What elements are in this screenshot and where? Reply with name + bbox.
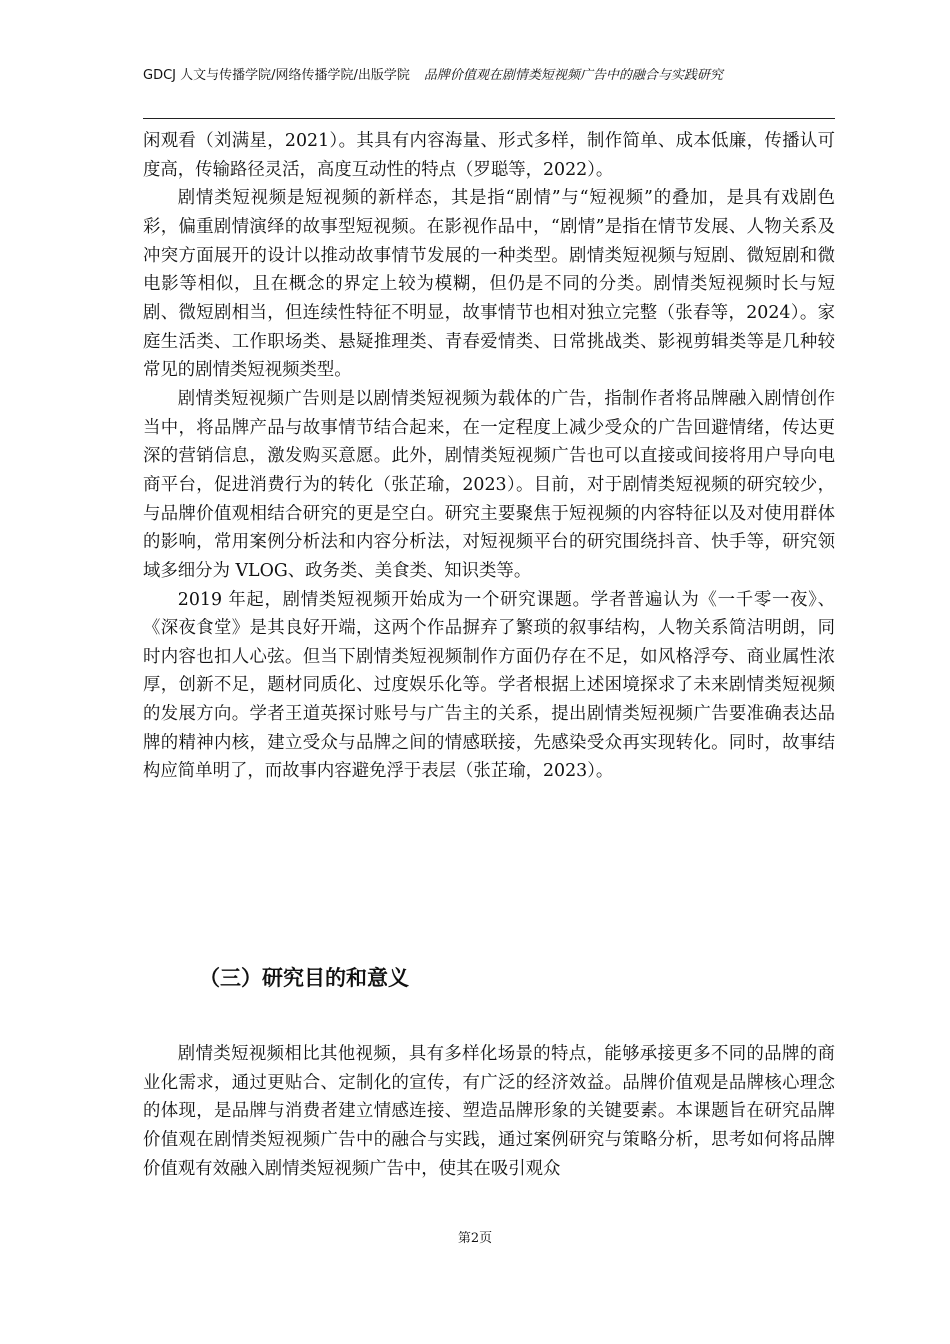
- section-body: [143, 1040, 835, 1183]
- running-header: [143, 66, 833, 86]
- header-institution: GDCJ 人文与传播学院/网络传播学院/出版学院: [143, 68, 410, 83]
- paragraph-research-history: 2019 年起，剧情类短视频开始成为一个研究课题。学者普遍认为《一千零一夜》、《深夜食堂》是其良好开端，这两个作品摒弃了繁琐的叙事结构，人物关系简洁明朗，同时内容也扣人心弦。但当下剧情类短视频制作方面仍存在不足，如风格浮夸、商业属性浓厚，创新不足，题材同质化、过度娱乐化等。学者根据上述困境探求了未来剧情类短视频的发展方向。学者王道英探讨账号与广告主的关系，提出剧情类短视频广告要准确表达品牌的精神内核，建立受众与品牌之间的情感联接，先感染受众再实现转化。同时，故事结构应简单明了，而故事内容避免浮于表层（张芷瑜，2023）。: [143, 589, 835, 782]
- header-thesis-title: 品牌价值观在剧情类短视频广告中的融合与实践研究: [423, 68, 723, 83]
- body-text: [143, 127, 835, 786]
- paragraph-continued: 闲观看（刘满星，2021）。其具有内容海量、形式多样，制作简单、成本低廉，传播认可度高，传输路径灵活，高度互动性的特点（罗聪等，2022）。: [143, 131, 835, 180]
- paragraph-advertising: 剧情类短视频广告则是以剧情类短视频为载体的广告，指制作者将品牌融入剧情创作当中，将品牌产品与故事情节结合起来，在一定程度上减少受众的广告回避情绪，传达更深的营销信息，激发购买意愿。此外，剧情类短视频广告也可以直接或间接将用户导向电商平台，促进消费行为的转化（张芷瑜，2023）。目前，对于剧情类短视频的研究较少，与品牌价值观相结合研究的更是空白。研究主要聚焦于短视频的内容特征以及对使用群体的影响，常用案例分析法和内容分析法，对短视频平台的研究围绕抖音、快手等，研究领域多细分为 VLOG、政务类、美食类、知识类等。: [143, 388, 835, 581]
- header-divider: [143, 118, 835, 119]
- section-heading: （三）研究目的和意义: [199, 966, 409, 990]
- page-number: 第2页: [457, 1231, 493, 1246]
- paragraph-definition: 剧情类短视频是短视频的新样态，其是指“剧情”与“短视频”的叠加，是具有戏剧色彩，偏重剧情演绎的故事型短视频。在影视作品中，“剧情”是指在情节发展、人物关系及冲突方面展开的设计以推动故事情节发展的一种类型。剧情类短视频与短剧、微短剧和微电影等相似，且在概念的界定上较为模糊，但仍是不同的分类。剧情类短视频时长与短剧、微短剧相当，但连续性特征不明显，故事情节也相对独立完整（张春等，2024）。家庭生活类、工作职场类、悬疑推理类、青春爱情类、日常挑战类、影视剪辑类等是几种较常见的剧情类短视频类型。: [143, 188, 835, 381]
- paragraph-purpose: 剧情类短视频相比其他视频，具有多样化场景的特点，能够承接更多不同的品牌的商业化需求，通过更贴合、定制化的宣传，有广泛的经济效益。品牌价值观是品牌核心理念的体现，是品牌与消费者建立情感连接、塑造品牌形象的关键要素。本课题旨在研究品牌价值观在剧情类短视频广告中的融合与实践，通过案例研究与策略分析，思考如何将品牌价值观有效融入剧情类短视频广告中，使其在吸引观众: [143, 1044, 835, 1179]
